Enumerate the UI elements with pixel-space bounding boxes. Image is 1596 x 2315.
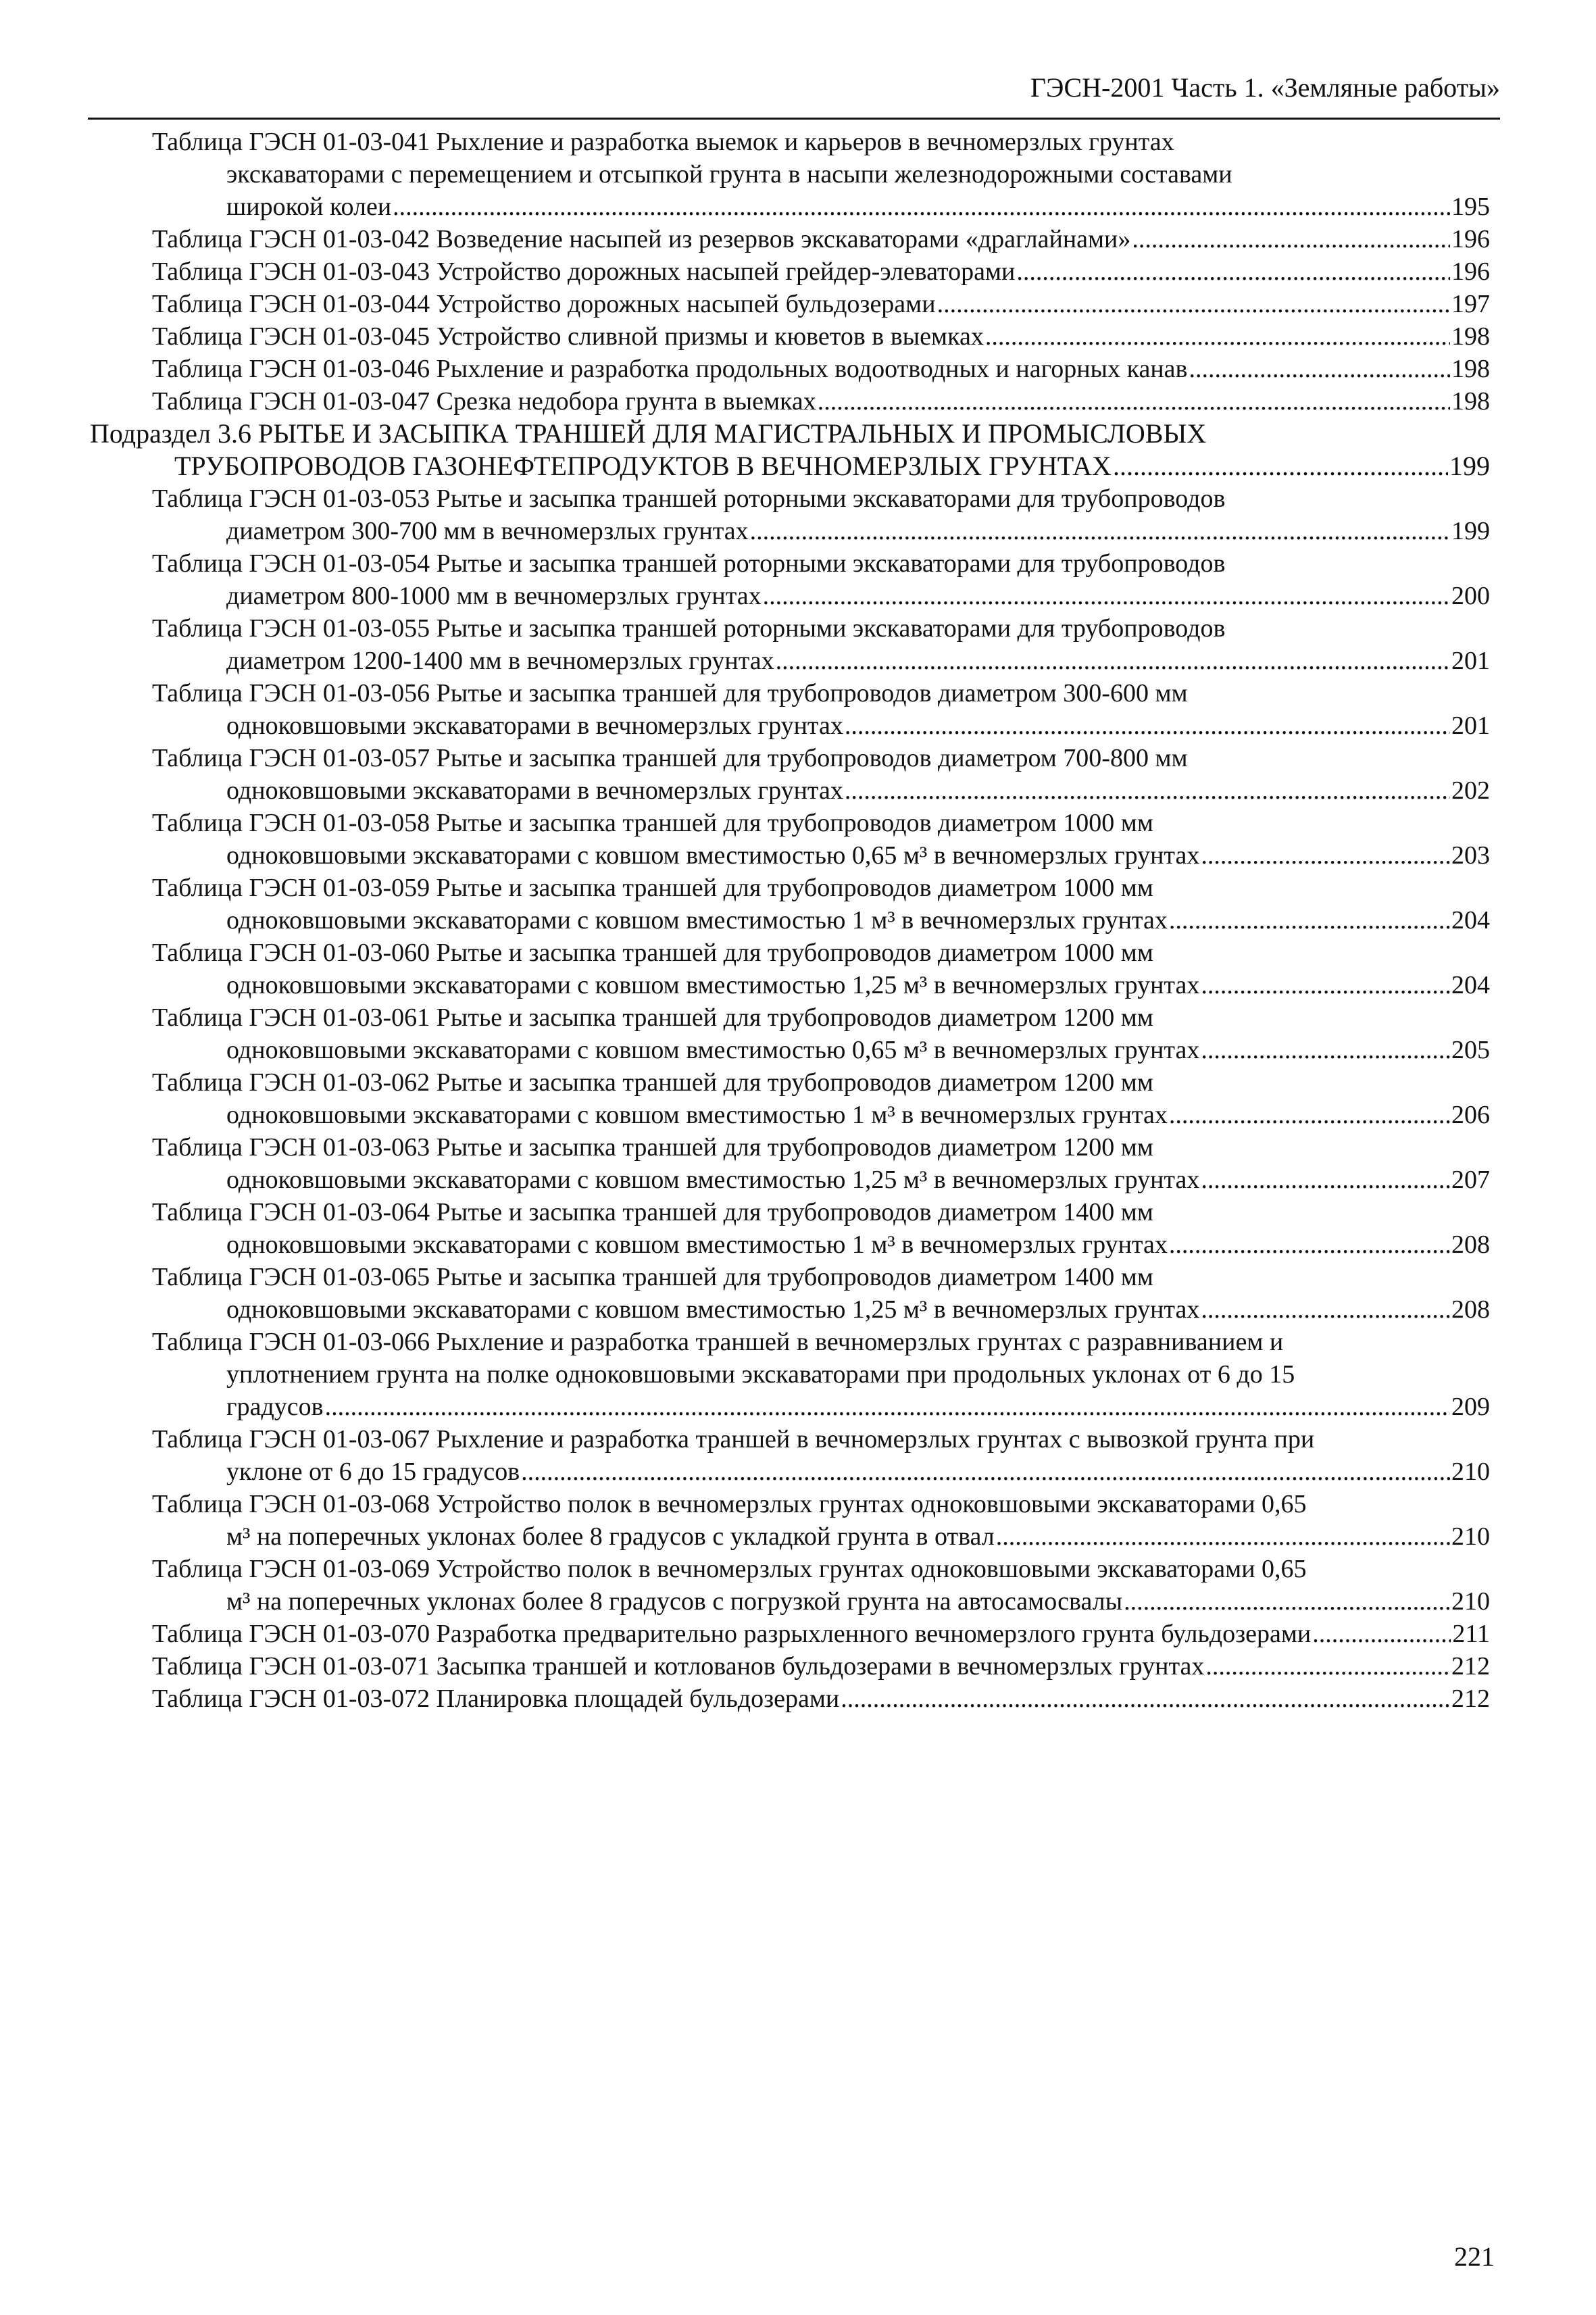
toc-entry-text: Таблица ГЭСН 01-03-057 Рытье и засыпка траншей для трубопроводов диаметром 700-800 мм [152,744,1188,772]
toc-entry-text: широкой колеи [226,193,392,221]
toc-entry-text: Таблица ГЭСН 01-03-044 Устройство дорожных насыпей бульдозерами [152,290,936,318]
toc-entry-text: Таблица ГЭСН 01-03-062 Рытье и засыпка траншей для трубопроводов диаметром 1200 мм [152,1068,1153,1097]
toc-entry [152,1261,1490,1326]
dot-leader [1201,969,1450,1001]
toc-page-number: 199 [1449,451,1490,481]
toc-entry-text: Таблица ГЭСН 01-03-041 Рыхление и разработка выемок и карьеров в вечномерзлых грунтах [152,128,1174,156]
dot-leader [763,580,1450,612]
toc-entry-text: диаметром 300-700 мм в вечномерзлых грунтах [226,517,749,545]
dot-leader [1169,1228,1450,1261]
toc-entry [152,1683,1490,1715]
toc-entry-text: Таблица ГЭСН 01-03-059 Рытье и засыпка траншей для трубопроводов диаметром 1000 мм [152,874,1153,902]
table-of-contents [0,126,1596,1715]
dot-leader [1205,1650,1450,1683]
toc-entry-text: одноковшовыми экскаваторами с ковшом вместимостью 1 м³ в вечномерзлых грунтах [226,1101,1168,1129]
dot-leader [985,320,1450,353]
toc-entry [152,1131,1490,1196]
toc-entry-text: уклоне от 6 до 15 градусов [226,1458,520,1486]
running-header [88,69,1500,120]
toc-entry [152,677,1490,742]
toc-entry-text: одноковшовыми экскаваторами с ковшом вместимостью 0,65 м³ в вечномерзлых грунтах [226,1036,1200,1064]
toc-page-number: 195 [1451,193,1490,221]
toc-page-number: 210 [1451,1458,1490,1486]
dot-leader [325,1391,1450,1423]
toc-entry-text: Таблица ГЭСН 01-03-060 Рытье и засыпка траншей для трубопроводов диаметром 1000 мм [152,939,1153,967]
toc-entry [152,742,1490,807]
toc-entry-text: одноковшовыми экскаваторами с ковшом вместимостью 0,65 м³ в вечномерзлых грунтах [226,841,1200,870]
toc-entry-text: диаметром 800-1000 мм в вечномерзлых грунтах [226,582,762,610]
toc-page-number: 208 [1451,1295,1490,1324]
toc-page-number: 206 [1451,1101,1490,1129]
toc-page-number: 212 [1451,1652,1490,1681]
dot-leader [1113,450,1448,482]
toc-entry [152,1618,1490,1650]
toc-entry-text: Подраздел 3.6 РЫТЬЕ И ЗАСЫПКА ТРАНШЕЙ ДЛЯ МАГИСТРАЛЬНЫХ И ПРОМЫСЛОВЫХ [90,418,1207,449]
toc-entry [152,1066,1490,1131]
toc-entry-text: м³ на поперечных уклонах более 8 градусов с укладкой грунта в отвал [226,1522,995,1551]
dot-leader [1312,1618,1451,1650]
toc-entry-text: Таблица ГЭСН 01-03-065 Рытье и засыпка траншей для трубопроводов диаметром 1400 мм [152,1263,1153,1291]
dot-leader [1132,223,1450,255]
toc-entry-text: одноковшовыми экскаваторами в вечномерзлых грунтах [226,712,843,740]
dot-leader [1169,1099,1450,1131]
toc-entry-text: Таблица ГЭСН 01-03-046 Рыхление и разработка продольных водоотводных и нагорных канав [152,355,1188,383]
dot-leader [1124,1585,1450,1618]
toc-page-number: 196 [1451,225,1490,253]
toc-entry [152,255,1490,288]
toc-entry-text: Таблица ГЭСН 01-03-042 Возведение насыпей из резервов экскаваторами «драглайнами» [152,225,1131,253]
dot-leader [1201,1164,1450,1196]
dot-leader [1201,839,1450,872]
toc-page-number: 205 [1451,1036,1490,1064]
toc-page-number: 211 [1452,1620,1490,1648]
toc-entry-text: Таблица ГЭСН 01-03-064 Рытье и засыпка траншей для трубопроводов диаметром 1400 мм [152,1198,1153,1226]
toc-entry-text: одноковшовыми экскаваторами с ковшом вместимостью 1,25 м³ в вечномерзлых грунтах [226,971,1200,999]
toc-entry-text: Таблица ГЭСН 01-03-043 Устройство дорожных насыпей грейдер-элеваторами [152,257,1016,286]
toc-entry [152,223,1490,255]
toc-page-number: 210 [1451,1522,1490,1551]
toc-entry-text: Таблица ГЭСН 01-03-047 Срезка недобора грунта в выемках [152,387,816,416]
toc-entry-text: экскаваторами с перемещением и отсыпкой грунта в насыпи железнодорожными составами [226,160,1232,189]
toc-entry-text: м³ на поперечных уклонах более 8 градусов с погрузкой грунта на автосамосвалы [226,1587,1123,1616]
toc-entry-text: одноковшовыми экскаваторами с ковшом вместимостью 1,25 м³ в вечномерзлых грунтах [226,1166,1200,1194]
toc-entry-text: Таблица ГЭСН 01-03-045 Устройство сливной призмы и кюветов в выемках [152,322,984,351]
toc-entry-text: Таблица ГЭСН 01-03-061 Рытье и засыпка траншей для трубопроводов диаметром 1200 мм [152,1003,1153,1032]
toc-page-number: 198 [1451,322,1490,351]
toc-entry-text: Таблица ГЭСН 01-03-053 Рытье и засыпка траншей роторными экскаваторами для трубопроводов [152,484,1226,513]
toc-entry-text: Таблица ГЭСН 01-03-069 Устройство полок в вечномерзлых грунтах одноковшовыми экскаваторами 0,65 [152,1555,1307,1583]
toc-entry [152,482,1490,547]
toc-entry [152,385,1490,418]
toc-entry-text: Таблица ГЭСН 01-03-071 Засыпка траншей и котлованов бульдозерами в вечномерзлых грунтах [152,1652,1205,1681]
toc-page-number: 198 [1451,387,1490,416]
dot-leader [845,774,1450,807]
dot-leader [1016,255,1450,288]
toc-entry-text: Таблица ГЭСН 01-03-070 Разработка предварительно разрыхленного вечномерзлого грунта бульдозерами [152,1620,1312,1648]
toc-page-number: 207 [1451,1166,1490,1194]
toc-page-number: 200 [1451,582,1490,610]
toc-entry-text: Таблица ГЭСН 01-03-067 Рыхление и разработка траншей в вечномерзлых грунтах с вывозкой грунта при [152,1425,1315,1453]
toc-page-number: 212 [1451,1685,1490,1713]
toc-entry [152,872,1490,937]
toc-entry-text: ТРУБОПРОВОДОВ ГАЗОНЕФТЕПРОДУКТОВ В ВЕЧНОМЕРЗЛЫХ ГРУНТАХ [174,451,1112,481]
toc-entry [152,612,1490,677]
toc-entry-text: одноковшовыми экскаваторами с ковшом вместимостью 1 м³ в вечномерзлых грунтах [226,1230,1168,1259]
toc-entry-text: одноковшовыми экскаваторами с ковшом вместимостью 1,25 м³ в вечномерзлых грунтах [226,1295,1200,1324]
dot-leader [750,515,1450,547]
toc-entry [152,320,1490,353]
toc-entry [152,547,1490,612]
dot-leader [937,288,1450,320]
dot-leader [841,1683,1450,1715]
toc-page-number: 198 [1451,355,1490,383]
toc-page-number: 203 [1451,841,1490,870]
toc-entry-text: одноковшовыми экскаваторами с ковшом вместимостью 1 м³ в вечномерзлых грунтах [226,906,1168,935]
toc-entry-text: Таблица ГЭСН 01-03-072 Планировка площадей бульдозерами [152,1685,840,1713]
toc-entry-text: Таблица ГЭСН 01-03-058 Рытье и засыпка траншей для трубопроводов диаметром 1000 мм [152,809,1153,837]
toc-entry-text: Таблица ГЭСН 01-03-056 Рытье и засыпка траншей для трубопроводов диаметром 300-600 мм [152,679,1188,707]
toc-entry-text: Таблица ГЭСН 01-03-063 Рытье и засыпка траншей для трубопроводов диаметром 1200 мм [152,1133,1153,1162]
running-title: ГЭСН-2001 Часть 1. «Земляные работы» [1030,72,1500,103]
dot-leader [521,1455,1450,1488]
dot-leader [818,385,1450,418]
toc-entry-text: диаметром 1200-1400 мм в вечномерзлых грунтах [226,647,774,675]
toc-page-number: 197 [1451,290,1490,318]
toc-entry [152,288,1490,320]
toc-entry-text: Таблица ГЭСН 01-03-055 Рытье и засыпка траншей роторными экскаваторами для трубопроводов [152,614,1226,643]
dot-leader [393,191,1450,223]
toc-entry [152,1196,1490,1261]
dot-leader [1189,353,1450,385]
page-number: 221 [1454,2241,1495,2272]
dot-leader [1169,904,1450,937]
toc-entry [152,1423,1490,1488]
toc-page-number: 201 [1451,647,1490,675]
toc-page-number: 196 [1451,257,1490,286]
toc-entry [152,126,1490,223]
toc-entry [152,1488,1490,1553]
toc-page-number: 202 [1451,776,1490,805]
toc-page-number: 199 [1451,517,1490,545]
toc-entry-text: Таблица ГЭСН 01-03-066 Рыхление и разработка траншей в вечномерзлых грунтах с разравниванием и [152,1328,1284,1356]
dot-leader [996,1520,1450,1553]
toc-entry [152,937,1490,1001]
toc-page-number: 208 [1451,1230,1490,1259]
toc-page-number: 204 [1451,971,1490,999]
dot-leader [845,710,1450,742]
toc-section [90,418,1490,482]
dot-leader [1201,1293,1450,1326]
toc-page-number: 209 [1451,1393,1490,1421]
toc-entry-text: Таблица ГЭСН 01-03-054 Рытье и засыпка траншей роторными экскаваторами для трубопроводов [152,549,1226,578]
toc-entry-text: уплотнением грунта на полке одноковшовыми экскаваторами при продольных уклонах от 6 до 15 [226,1360,1295,1389]
dot-leader [1201,1034,1450,1066]
toc-page-number: 204 [1451,906,1490,935]
dot-leader [776,645,1450,677]
toc-entry [152,1650,1490,1683]
toc-entry [152,1326,1490,1423]
toc-page-number: 201 [1451,712,1490,740]
toc-entry-text: одноковшовыми экскаваторами в вечномерзлых грунтах [226,776,843,805]
toc-entry [152,807,1490,872]
toc-page-number: 210 [1451,1587,1490,1616]
toc-entry-text: градусов [226,1393,324,1421]
toc-entry [152,1001,1490,1066]
toc-entry-text: Таблица ГЭСН 01-03-068 Устройство полок в вечномерзлых грунтах одноковшовыми экскаваторами 0,65 [152,1490,1307,1518]
toc-entry [152,1553,1490,1618]
toc-entry [152,353,1490,385]
